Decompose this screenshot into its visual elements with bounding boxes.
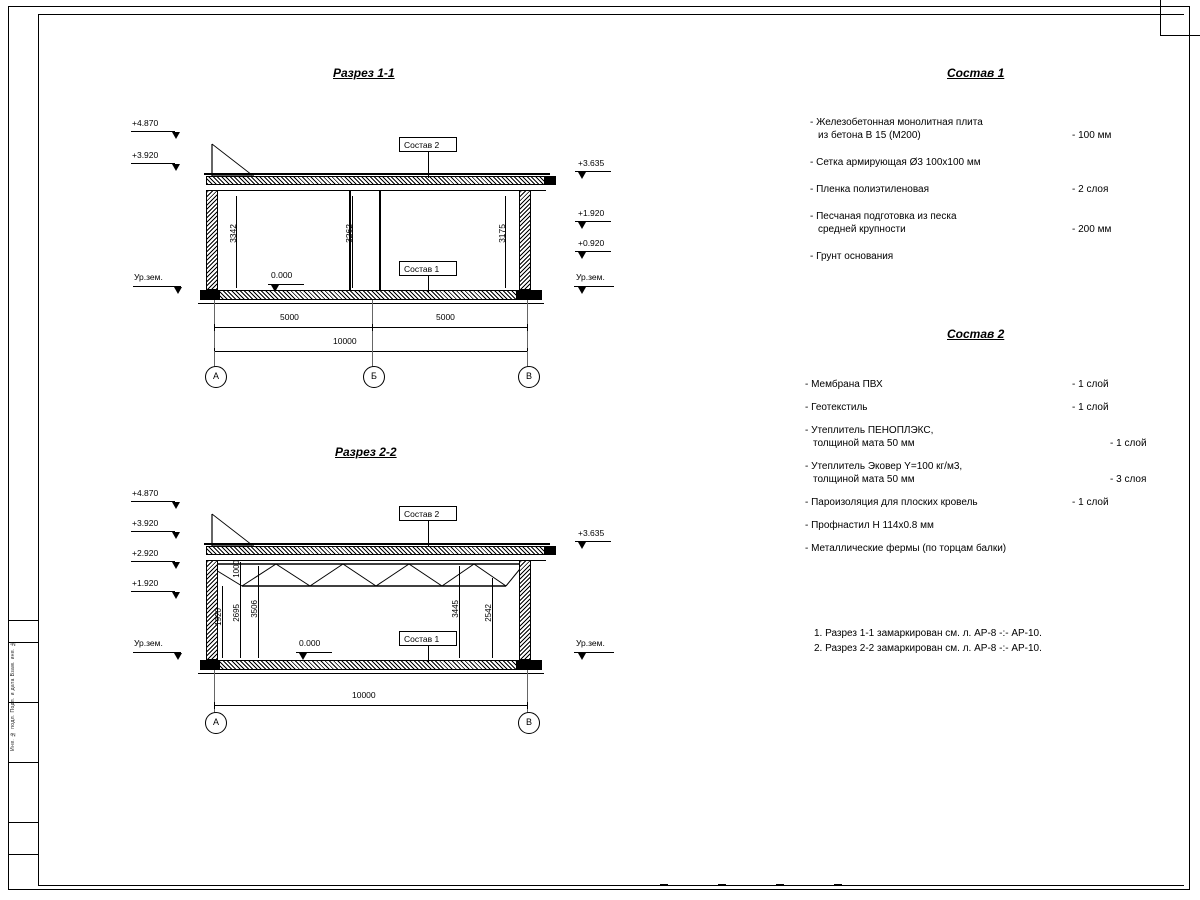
section-1-level-right-0: +3.635	[578, 158, 605, 168]
section-2-floor-slab	[200, 660, 542, 670]
stamp-vertical-text: Инв. № подл. Подп. и дата Взам. инв. №	[10, 640, 16, 751]
section-2-title: Разрез 2-2	[335, 445, 397, 459]
spec2-item-value: - 3 слоя	[1110, 474, 1147, 485]
section-2-callout-2: Состав 2	[404, 509, 440, 519]
section-1-zero-mark: 0.000	[271, 270, 293, 280]
section-1-vdim-1: 3342	[228, 224, 238, 243]
spec2-list	[805, 378, 1145, 564]
section-1-axis-v: В	[518, 366, 540, 388]
section-1-footing-right	[516, 290, 542, 300]
level-arrow-icon	[578, 653, 586, 660]
section-1-column-b2	[379, 190, 381, 290]
level-leader	[131, 163, 175, 164]
section-1-parapet	[200, 144, 260, 184]
section-1-callout-1: Состав 1	[404, 264, 440, 274]
section-2-dim-row	[214, 705, 527, 706]
spec1-title: Состав 1	[947, 66, 1005, 80]
spec2-title: Состав 2	[947, 327, 1005, 341]
section-1-vdim-2: 3262	[344, 224, 354, 243]
bottom-mark-2	[718, 884, 726, 885]
spec1-item-value: - 100 мм	[1072, 130, 1112, 141]
spec1-item-text: - Песчаная подготовка из песка	[810, 211, 957, 222]
spec2-item-text2: толщиной мата 50 мм	[813, 474, 915, 485]
spec2-item	[805, 496, 1145, 509]
level-arrow-icon	[174, 287, 182, 294]
section-2-callout-1: Состав 1	[404, 634, 440, 644]
spec2-item-text: - Утеплитель Эковер Y=100 кг/м3,	[805, 461, 963, 472]
section-1-vdim-3: 3175	[497, 224, 507, 243]
section-1-total-dim: 10000	[333, 336, 357, 346]
bottom-mark-4	[834, 884, 842, 885]
section-1-dim-row-2	[214, 351, 527, 352]
level-arrow-icon	[172, 164, 180, 171]
spec2-item-text: - Профнастил Н 114х0.8 мм	[805, 520, 934, 531]
bottom-mark-1	[660, 884, 668, 885]
spec2-item-text2: толщиной мата 50 мм	[813, 438, 915, 449]
level-arrow-icon	[174, 653, 182, 660]
spec1-item-text: - Сетка армирующая Ø3 100х100 мм	[810, 157, 981, 168]
level-arrow-icon	[271, 285, 279, 292]
section-1-level-right-1: +1.920	[578, 208, 605, 218]
notes-block	[814, 626, 1042, 656]
spec2-item-value: - 1 слой	[1110, 438, 1147, 449]
section-2-parapet	[200, 514, 260, 554]
section-2-footing-right	[516, 660, 542, 670]
section-1-span-2: 5000	[436, 312, 455, 322]
section-2-axis-a: А	[205, 712, 227, 734]
section-1-roof-edge	[544, 176, 556, 185]
section-2-footing-left	[200, 660, 220, 670]
level-arrow-icon	[172, 532, 180, 539]
section-1-level-left-0: +4.870	[132, 118, 159, 128]
section-2-level-left-3: +1.920	[132, 578, 159, 588]
section-1-callout-leader-2	[428, 152, 429, 178]
spec2-item	[805, 519, 1145, 532]
spec1-item-text: - Пленка полиэтиленовая	[810, 184, 930, 195]
level-arrow-icon	[172, 592, 180, 599]
section-1-roof-bottom	[206, 190, 546, 191]
level-arrow-icon	[578, 252, 586, 259]
spec2-item-value: - 1 слой	[1072, 402, 1109, 413]
spec1-item	[810, 210, 1140, 236]
section-1-level-right-2: +0.920	[578, 238, 605, 248]
section-1-dim-row-1	[214, 327, 527, 328]
sheet-frame-corner	[1160, 0, 1200, 36]
spec2-item	[805, 460, 1145, 486]
section-1-footing-left	[200, 290, 220, 300]
level-arrow-icon	[578, 172, 586, 179]
spec1-item-value: - 2 слоя	[1072, 184, 1109, 195]
level-arrow-icon	[299, 653, 307, 660]
level-arrow-icon	[578, 542, 586, 549]
spec1-item-value: - 200 мм	[1072, 224, 1112, 235]
section-1-axis-b: Б	[363, 366, 385, 388]
section-2-floor-under	[198, 673, 544, 674]
section-2-vdim-3445: 3445	[451, 600, 460, 618]
spec1-item-text2: из бетона В 15 (М200)	[818, 130, 921, 141]
section-2-vdim-1000: 1000	[232, 560, 241, 578]
spec2-item	[805, 401, 1145, 414]
spec2-item-text: - Пароизоляция для плоских кровель	[805, 497, 978, 508]
spec1-item	[810, 116, 1140, 142]
spec1-item-text2: средней крупности	[818, 224, 906, 235]
section-2-vdim-2695: 2695	[232, 604, 241, 622]
section-2-steel-truss	[206, 562, 526, 590]
spec2-item-text: - Геотекстиль	[805, 402, 868, 413]
section-2-wall-right	[519, 560, 531, 660]
section-2-vdim-3506: 3506	[250, 600, 259, 618]
section-1-ground-left: Ур.зем.	[134, 272, 163, 282]
spec1-item-text: - Грунт основания	[810, 251, 894, 262]
level-leader	[131, 131, 175, 132]
section-2-level-left-2: +2.920	[132, 548, 159, 558]
section-1-floor-slab	[200, 290, 542, 300]
spec2-item-text: - Утеплитель ПЕНОПЛЭКС,	[805, 425, 934, 436]
section-2-level-right-0: +3.635	[578, 528, 605, 538]
section-1-callout-2: Состав 2	[404, 140, 440, 150]
section-2-callout-leader-1	[428, 646, 429, 662]
section-1-span-1: 5000	[280, 312, 299, 322]
spec2-item	[805, 542, 1145, 555]
spec2-item-value: - 1 слой	[1072, 497, 1109, 508]
spec2-item	[805, 378, 1145, 391]
section-1-floor-under	[198, 303, 544, 304]
note-1: 1. Разрез 1-1 замаркирован см. л. АР-8 -:- АР-10.	[814, 628, 1042, 639]
level-arrow-icon	[172, 132, 180, 139]
level-arrow-icon	[172, 502, 180, 509]
spec2-item	[805, 424, 1145, 450]
level-arrow-icon	[578, 222, 586, 229]
section-1-title: Разрез 1-1	[333, 66, 395, 80]
spec1-item	[810, 183, 1140, 196]
level-arrow-icon	[172, 562, 180, 569]
section-1-callout-leader-1	[428, 276, 429, 292]
spec2-item-value: - 1 слой	[1072, 379, 1109, 390]
section-2-level-left-0: +4.870	[132, 488, 159, 498]
section-2-ground-left: Ур.зем.	[134, 638, 163, 648]
spec2-item-text: - Мембрана ПВХ	[805, 379, 883, 390]
section-2-zero-mark: 0.000	[299, 638, 321, 648]
spec1-item	[810, 156, 1140, 169]
spec1-item	[810, 250, 1140, 263]
section-2-vdim-1920: 1920	[214, 608, 223, 626]
level-arrow-icon	[578, 287, 586, 294]
section-1-level-left-1: +3.920	[132, 150, 159, 160]
section-1-wall-left	[206, 190, 218, 290]
section-2-ground-right: Ур.зем.	[576, 638, 605, 648]
section-2-axis-v: В	[518, 712, 540, 734]
note-2: 2. Разрез 2-2 замаркирован см. л. АР-8 -:- АР-10.	[814, 643, 1042, 654]
section-2-callout-leader-2	[428, 521, 429, 547]
section-2-level-left-1: +3.920	[132, 518, 159, 528]
section-1-ground-right: Ур.зем.	[576, 272, 605, 282]
section-1-wall-right	[519, 190, 531, 290]
bottom-mark-3	[776, 884, 784, 885]
section-2-roof-bottom	[206, 560, 546, 561]
spec1-item-text: - Железобетонная монолитная плита	[810, 117, 983, 128]
spec2-item-text: - Металлические фермы (по торцам балки)	[805, 543, 1007, 554]
section-2-roof-edge	[544, 546, 556, 555]
section-1-axis-a: А	[205, 366, 227, 388]
section-2-total-dim: 10000	[352, 690, 376, 700]
spec1-list	[810, 116, 1140, 272]
section-2-vdim-2542: 2542	[484, 604, 493, 622]
